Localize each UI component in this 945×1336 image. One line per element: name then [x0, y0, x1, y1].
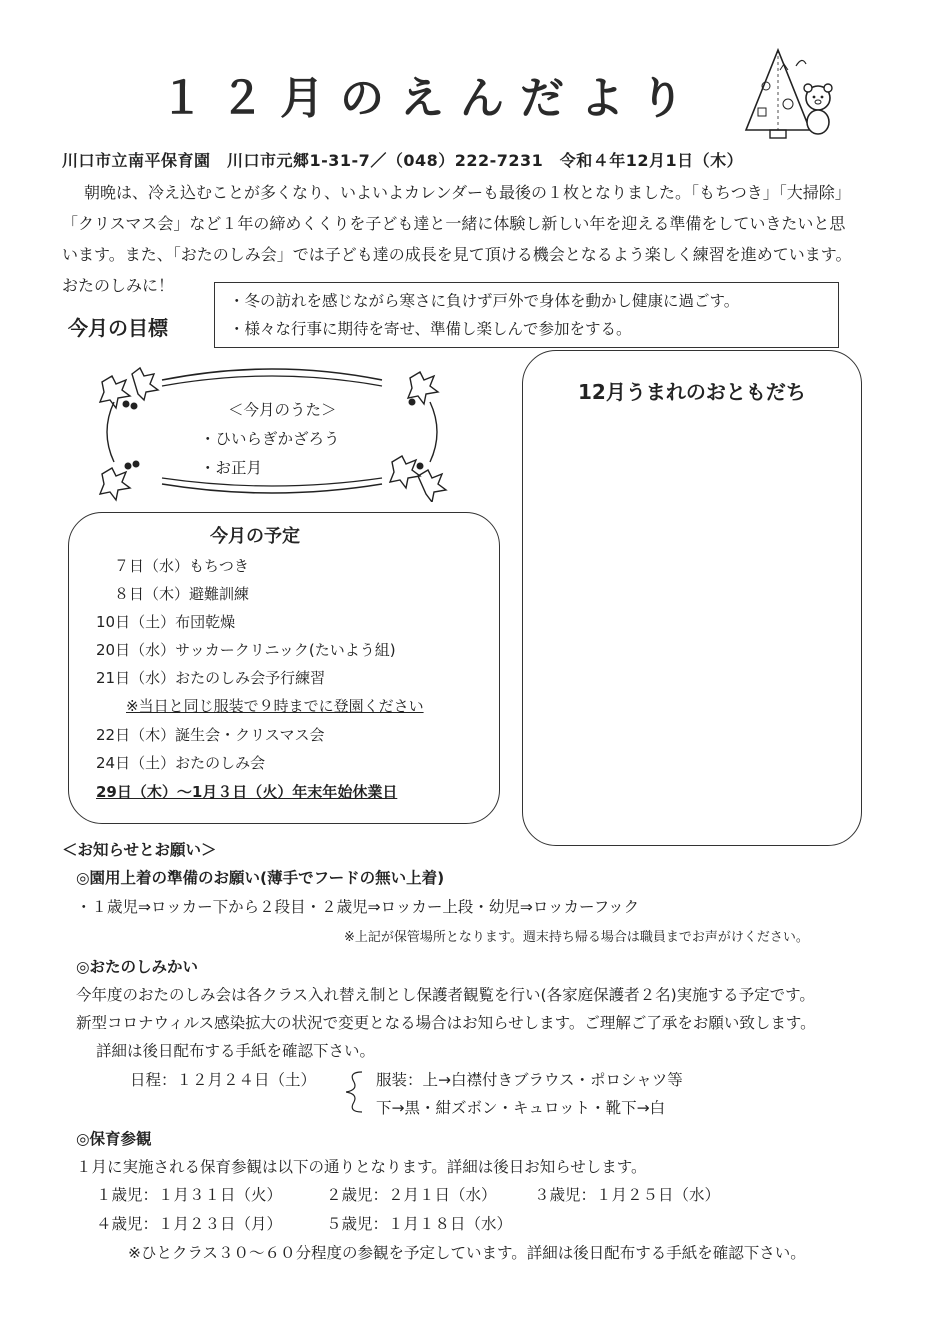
observation-note: ※ひとクラス３０～６０分程度の参観を予定しています。詳細は後日配布する手紙を確認下さい。 — [128, 1244, 806, 1262]
birthday-title: 12月うまれのおともだち — [578, 380, 806, 404]
schedule-item: 20日（水）サッカークリニック(たいよう組) — [96, 641, 396, 659]
song-item: ・お正月 — [200, 459, 263, 477]
song-item: ・ひいらぎかざろう — [200, 430, 340, 448]
schedule-item: 22日（木）誕生会・クリスマス会 — [96, 726, 325, 744]
intro-line: おたのしみに！ — [62, 276, 175, 295]
birthday-box — [522, 350, 862, 846]
goal-item: ・様々な行事に期待を寄せ、準備し楽しんで参加をする。 — [229, 320, 632, 338]
otanoshimi-date: 日程：１２月２４日（土） — [130, 1071, 317, 1089]
intro-line: います。また、「おたのしみ会」では子ども達の成長を見て頂ける機会となるよう楽しく練習を進めています。 — [62, 245, 852, 264]
brace-decoration — [346, 1068, 364, 1116]
schedule-item-holiday: 29日（木）～1月３日（火）年末年始休業日 — [96, 783, 398, 801]
schedule-title: 今月の予定 — [210, 526, 300, 547]
observation-date: ３歳児：１月２５日（水） — [534, 1186, 721, 1204]
intro-line: 「クリスマス会」など１年の締めくくりを子ども達と一緒に体験し新しい年を迎える準備をしていきたいと思 — [62, 214, 846, 233]
goals-label: 今月の目標 — [68, 316, 168, 340]
goal-item: ・冬の訪れを感じながら寒さに負けず戸外で身体を動かし健康に過ごす。 — [229, 292, 740, 310]
schedule-item: 24日（土）おたのしみ会 — [96, 754, 266, 772]
schedule-item: ７日（水）もちつき — [114, 557, 249, 575]
observation-date: ２歳児：２月１日（水） — [326, 1186, 497, 1204]
otanoshimi-line: 今年度のおたのしみ会は各クラス入れ替え制とし保護者観覧を行い(各家庭保護者２名)実施する予定です。 — [76, 986, 815, 1004]
observation-date: ４歳児：１月２３日（月） — [96, 1215, 283, 1233]
intro-line: 朝晩は、冷え込むことが多くなり、いよいよカレンダーも最後の１枚となりました。「もちつき」「大掃除」 — [84, 183, 851, 202]
uniform-line: ・１歳児⇒ロッカー下から２段目・２歳児⇒ロッカー上段・幼児⇒ロッカーフック — [76, 898, 640, 916]
observation-date: ５歳児：１月１８日（水） — [326, 1215, 513, 1233]
dress-code-line: 服装：上→白襟付きブラウス・ポロシャツ等 — [376, 1071, 683, 1089]
observation-date: １歳児：１月３１日（火） — [96, 1186, 283, 1204]
otanoshimi-heading: ◎おたのしみかい — [76, 958, 199, 976]
schedule-item: 21日（水）おたのしみ会予行練習 — [96, 669, 326, 687]
otanoshimi-line: 詳細は後日配布する手紙を確認下さい。 — [96, 1042, 376, 1060]
schedule-item: 10日（土）布団乾燥 — [96, 613, 236, 631]
uniform-note: ※上記が保管場所となります。週末持ち帰る場合は職員までお声がけください。 — [344, 930, 809, 945]
notices-heading: ＜お知らせとお願い＞ — [62, 841, 217, 859]
schedule-item: ８日（木）避難訓練 — [114, 585, 250, 603]
observation-heading: ◎保育参観 — [76, 1130, 152, 1148]
song-title: ＜今月のうた＞ — [228, 401, 337, 419]
goals-box — [214, 282, 839, 348]
uniform-heading: ◎園用上着の準備のお願い(薄手でフードの無い上着) — [76, 869, 445, 887]
observation-line: １月に実施される保育参観は以下の通りとなります。詳細は後日お知らせします。 — [76, 1158, 647, 1176]
schedule-note: ※当日と同じ服装で９時までに登園ください — [126, 697, 424, 715]
otanoshimi-line: 新型コロナウィルス感染拡大の状況で変更となる場合はお知らせします。ご理解ご了承をお願い致します。 — [76, 1014, 816, 1032]
christmas-tree-bear-illustration — [740, 46, 840, 142]
header-info-line: 川口市立南平保育園 川口市元郷1-31-7／（048）222-7231 令和４年12月1日（木） — [62, 151, 744, 170]
page-title: １２月のえんだより — [160, 73, 700, 124]
dress-code-line: 下→黒・紺ズボン・キュロット・靴下→白 — [376, 1099, 666, 1117]
